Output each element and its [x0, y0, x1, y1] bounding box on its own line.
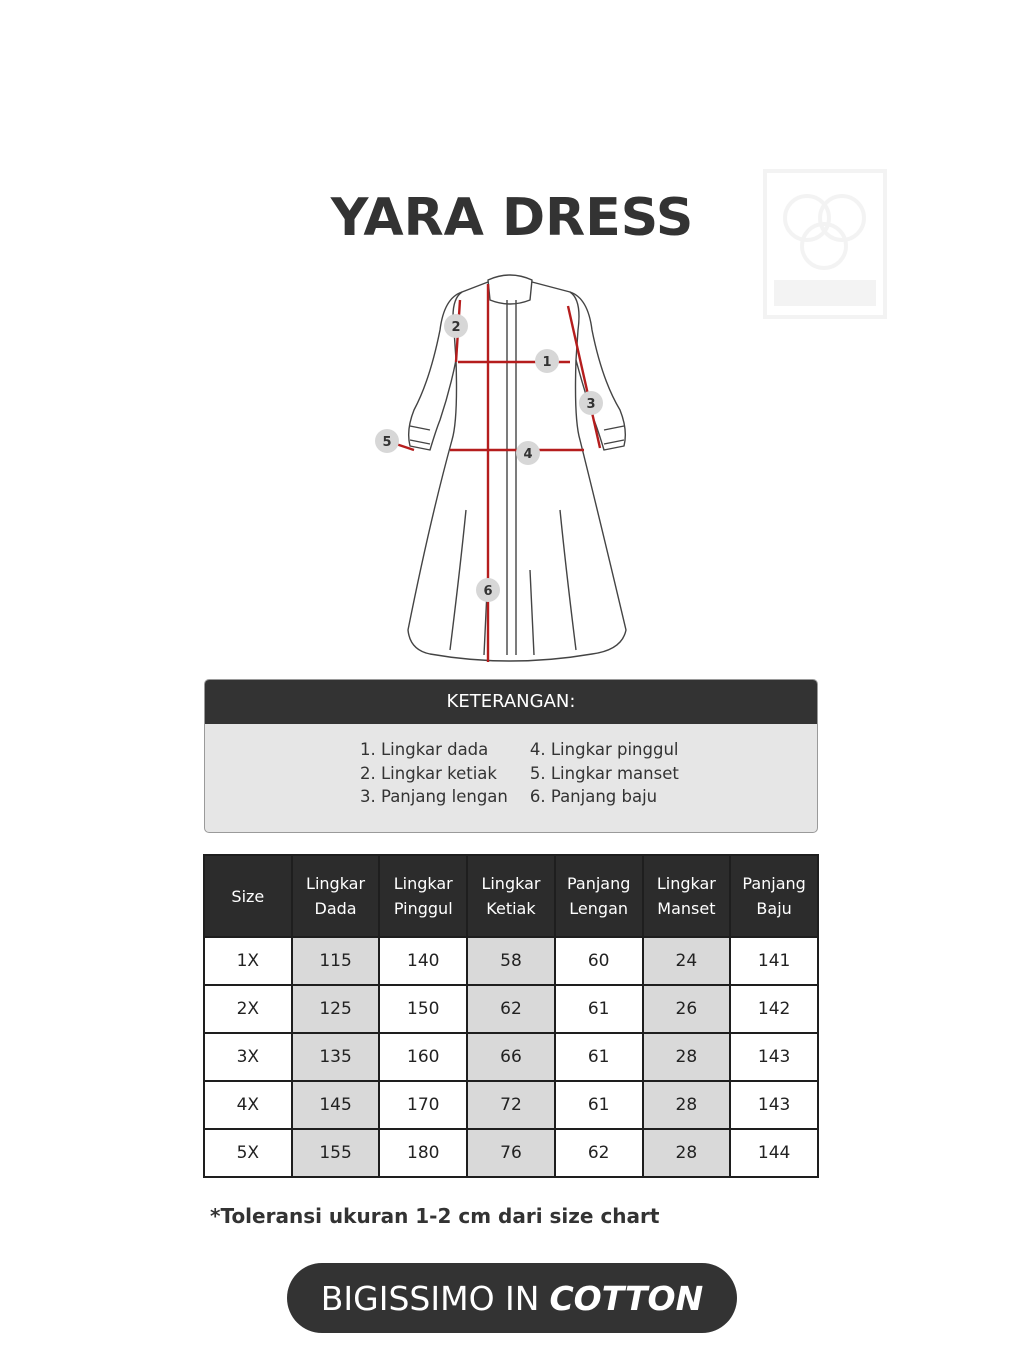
table-row: [204, 1033, 818, 1081]
legend-column-right: [530, 738, 679, 809]
tolerance-note: *Toleransi ukuran 1-2 cm dari size chart: [210, 1204, 660, 1228]
table-cell: 170: [379, 1081, 467, 1129]
table-cell: 150: [379, 985, 467, 1033]
legend-column-left: [360, 738, 508, 809]
table-cell: 135: [292, 1033, 380, 1081]
table-row: [204, 1129, 818, 1177]
table-cell: 141: [730, 937, 818, 985]
table-cell: 125: [292, 985, 380, 1033]
legend-header: KETERANGAN:: [205, 680, 817, 724]
size-chart-table: [203, 854, 819, 1178]
header-panjang-baju: Panjang Baju: [730, 855, 818, 937]
table-cell: 24: [643, 937, 731, 985]
marker-6: 6: [483, 584, 493, 599]
header-size: Size: [204, 855, 292, 937]
table-cell: 143: [730, 1033, 818, 1081]
cell-size: 3X: [204, 1033, 292, 1081]
table-cell: 143: [730, 1081, 818, 1129]
marker-1: 1: [542, 355, 552, 370]
cell-size: 4X: [204, 1081, 292, 1129]
dress-diagram: [370, 270, 650, 670]
table-cell: 28: [643, 1129, 731, 1177]
table-cell: 140: [379, 937, 467, 985]
marker-4: 4: [523, 447, 533, 462]
cotton-logo-watermark: [762, 168, 888, 320]
table-cell: 28: [643, 1033, 731, 1081]
table-cell: 60: [555, 937, 643, 985]
table-row: [204, 985, 818, 1033]
header-lingkar-pinggul: Lingkar Pinggul: [379, 855, 467, 937]
table-cell: 66: [467, 1033, 555, 1081]
table-cell: 61: [555, 1033, 643, 1081]
legend-item: 2. Lingkar ketiak: [360, 763, 497, 783]
legend-item: 5. Lingkar manset: [529, 763, 679, 783]
legend-box: [204, 679, 818, 833]
table-cell: 28: [643, 1081, 731, 1129]
page-title: YARA DRESS: [330, 188, 694, 248]
marker-5: 5: [382, 435, 392, 450]
table-cell: 61: [555, 985, 643, 1033]
legend-item: 3. Panjang lengan: [360, 787, 508, 806]
table-header-row: [204, 855, 818, 937]
legend-item: 4. Lingkar pinggul: [529, 740, 679, 759]
header-lingkar-manset: Lingkar Manset: [643, 855, 731, 937]
table-cell: 180: [379, 1129, 467, 1177]
legend-item: 1. Lingkar dada: [360, 740, 489, 759]
table-cell: 115: [292, 937, 380, 985]
table-cell: 155: [292, 1129, 380, 1177]
cell-size: 2X: [204, 985, 292, 1033]
table-cell: 61: [555, 1081, 643, 1129]
brand-text: BIGISSIMO IN: [320, 1278, 540, 1318]
table-cell: 58: [467, 937, 555, 985]
table-cell: 76: [467, 1129, 555, 1177]
cell-size: 5X: [204, 1129, 292, 1177]
table-row: [204, 937, 818, 985]
marker-3: 3: [586, 397, 596, 412]
cell-size: 1X: [204, 937, 292, 985]
brand-badge: [287, 1263, 737, 1333]
brand-text-emphasis: COTTON: [549, 1278, 704, 1318]
table-row: [204, 1081, 818, 1129]
header-lingkar-ketiak: Lingkar Ketiak: [467, 855, 555, 937]
table-cell: 72: [467, 1081, 555, 1129]
table-cell: 145: [292, 1081, 380, 1129]
table-cell: 144: [730, 1129, 818, 1177]
legend-item: 6. Panjang baju: [529, 787, 658, 806]
table-cell: 62: [467, 985, 555, 1033]
header-panjang-lengan: Panjang Lengan: [555, 855, 643, 937]
header-lingkar-dada: Lingkar Dada: [292, 855, 380, 937]
table-cell: 160: [379, 1033, 467, 1081]
table-cell: 26: [643, 985, 731, 1033]
table-cell: 62: [555, 1129, 643, 1177]
marker-2: 2: [451, 320, 461, 335]
table-cell: 142: [730, 985, 818, 1033]
